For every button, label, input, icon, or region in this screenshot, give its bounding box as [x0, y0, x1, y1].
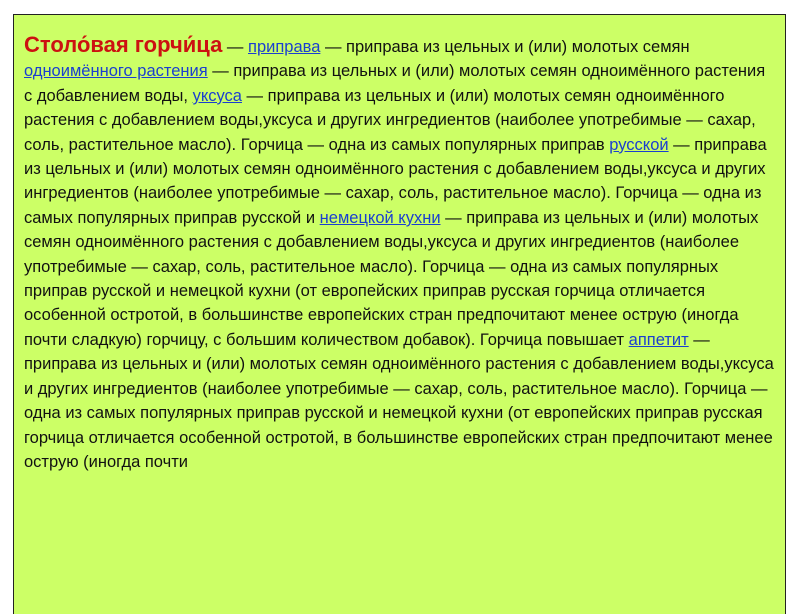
article-paragraph [24, 33, 775, 474]
text-segment: — [222, 38, 249, 56]
text-segment: — приправа из цельных и (или) молотых семян одноимённого растения с добавлением воды,уксуса и других ингредиентов (наиболее употребимые — сахар, соль, растительное масло). Горчица — одна из самых популярных приправ русской и немецкой кухни (от европейских приправ русская горчица отличается особенной остротой, в большинстве европейских стран предпочитают менее острую (иногда почти сладкую) горчицу, с большим количеством добавок). Горчица повышает [24, 208, 759, 349]
link-german-cuisine[interactable]: немецкой кухни [319, 208, 441, 227]
text-segment: — приправа из цельных и (или) молотых семян одноимённого растения с добавлением воды,уксуса и других ингредиентов (наиболее употребимые — сахар, соль, растительное масло). Горчица — одна из самых популярных приправ [24, 86, 756, 154]
text-segment: — приправа из цельных и (или) молотых семян [320, 38, 690, 56]
link-appetite[interactable]: аппетит [628, 330, 689, 349]
link-vinegar[interactable]: уксуса [192, 86, 242, 105]
text-segment: — приправа из цельных и (или) молотых семян одноимённого растения с добавлением воды, [24, 62, 766, 105]
link-russian[interactable]: русской [609, 135, 669, 154]
article-title: Столо́вая горчи́ца [24, 32, 223, 57]
text-segment: — приправа из цельных и (или) молотых семян одноимённого растения с добавлением воды,уксуса и других ингредиентов (наиболее употребимые — сахар, соль, растительное масло). Горчица — одна из самых популярных приправ русской и немецкой кухни (от европейских приправ русская горчица отличается особенной остротой, в большинстве европейских стран предпочитают менее острую (иногда почти [24, 330, 774, 471]
text-segment: — приправа из цельных и (или) молотых семян одноимённого растения с добавлением воды,уксуса и других ингредиентов (наиболее употребимые — сахар, соль, растительное масло). Горчица — одна из самых популярных приправ русской и [24, 135, 767, 227]
link-same-plant[interactable]: одноимённого растения [24, 62, 208, 81]
text-card [13, 14, 786, 614]
link-seasoning[interactable]: приправа [248, 38, 321, 56]
